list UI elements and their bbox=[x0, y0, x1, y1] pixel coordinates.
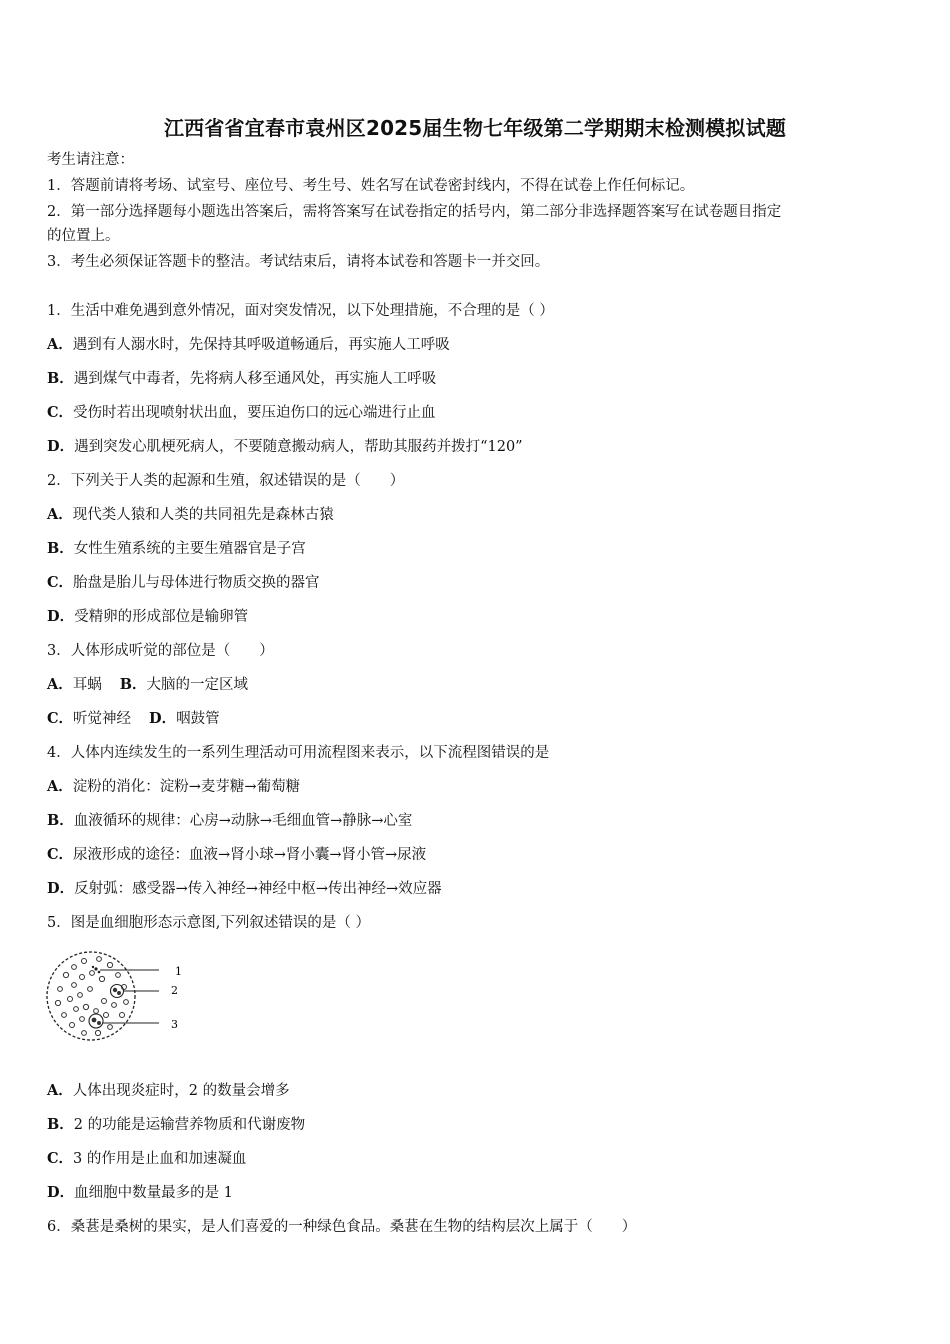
question-1-option-a bbox=[47, 333, 907, 357]
option-letter: C． bbox=[47, 710, 74, 727]
option-letter: B． bbox=[119, 676, 147, 693]
option-text: 遇到煤气中毒者，先将病人移至通风处，再实施人工呼吸 bbox=[73, 371, 437, 387]
notice-item-2-line-2: 的位置上。 bbox=[47, 228, 120, 244]
option-text: 咽鼓管 bbox=[176, 711, 220, 727]
option-text: 女性生殖系统的主要生殖器官是子宫 bbox=[73, 541, 306, 557]
option-text: 2 的功能是运输营养物质和代谢废物 bbox=[73, 1117, 306, 1133]
question-2-option-c bbox=[47, 571, 907, 595]
figure-label-1: 1 bbox=[175, 965, 182, 978]
option-letter: D． bbox=[47, 880, 75, 897]
option-text: 血液循环的规律：心房→动脉→毛细血管→静脉→心室 bbox=[73, 813, 413, 829]
question-2-option-d bbox=[47, 605, 907, 629]
question-1-stem: 1．生活中难免遇到意外情况，面对突发情况，以下处理措施，不合理的是（ ） bbox=[47, 303, 554, 319]
question-2-stem: 2．下列关于人类的起源和生殖，叙述错误的是（ ） bbox=[47, 473, 405, 489]
question-5-stem: 5．图是血细胞形态示意图,下列叙述错误的是（ ） bbox=[47, 915, 370, 931]
question-4-option-d bbox=[47, 877, 907, 901]
option-text: 大脑的一定区域 bbox=[146, 677, 249, 693]
question-1-option-d bbox=[47, 435, 907, 459]
question-3-stem: 3．人体形成听觉的部位是（ ） bbox=[47, 643, 274, 659]
option-text: 淀粉的消化：淀粉→麦芽糖→葡萄糖 bbox=[72, 779, 301, 795]
option-text: 听觉神经 bbox=[73, 711, 132, 727]
option-letter: A． bbox=[47, 778, 73, 795]
option-letter: A． bbox=[47, 506, 73, 523]
option-text: 遇到突发心肌梗死病人，不要随意搬动病人，帮助其服药并拨打“120” bbox=[74, 439, 523, 455]
question-6-stem: 6．桑葚是桑树的果实，是人们喜爱的一种绿色食品。桑葚在生物的结构层次上属于（ ） bbox=[47, 1219, 637, 1235]
option-text: 受伤时若出现喷射状出血，要压迫伤口的远心端进行止血 bbox=[73, 405, 436, 421]
red-blood-cells bbox=[55, 957, 128, 1036]
question-4-stem: 4．人体内连续发生的一系列生理活动可用流程图来表示，以下流程图错误的是 bbox=[47, 745, 550, 761]
option-letter: C． bbox=[47, 846, 74, 863]
white-blood-cell-label-3 bbox=[89, 1014, 103, 1028]
option-letter: B． bbox=[47, 812, 74, 829]
option-letter: B． bbox=[47, 1116, 74, 1133]
option-letter: C． bbox=[47, 574, 74, 591]
notice-item-1: 1．答题前请将考场、试室号、座位号、考生号、姓名写在试卷密封线内，不得在试卷上作任何标记。 bbox=[47, 178, 695, 194]
question-1-option-b bbox=[47, 367, 907, 391]
option-letter: C． bbox=[47, 1150, 74, 1167]
option-text: 3 的作用是止血和加速凝血 bbox=[73, 1151, 247, 1167]
option-letter: A． bbox=[47, 336, 73, 353]
option-text: 胎盘是胎儿与母体进行物质交换的器官 bbox=[73, 575, 320, 591]
question-3-options-cd bbox=[47, 707, 907, 731]
option-text: 现代类人猿和人类的共同祖先是森林古猿 bbox=[72, 507, 334, 523]
question-3-options-ab bbox=[47, 673, 907, 697]
question-4-option-b bbox=[47, 809, 907, 833]
option-letter: D． bbox=[47, 1184, 75, 1201]
option-letter: D． bbox=[47, 438, 75, 455]
option-letter: C． bbox=[47, 404, 74, 421]
option-text: 受精卵的形成部位是输卵管 bbox=[74, 609, 249, 625]
white-blood-cell-label-2 bbox=[111, 985, 124, 998]
question-2-option-a bbox=[47, 503, 907, 527]
question-5-option-b bbox=[47, 1113, 907, 1137]
option-text: 反射弧：感受器→传入神经→神经中枢→传出神经→效应器 bbox=[74, 881, 442, 897]
option-letter: D． bbox=[149, 710, 177, 727]
blood-cell-diagram bbox=[44, 945, 194, 1050]
option-letter: B． bbox=[47, 370, 74, 387]
option-letter: D． bbox=[47, 608, 75, 625]
blood-cell-figure bbox=[44, 945, 194, 1050]
figure-label-3: 3 bbox=[171, 1018, 178, 1031]
question-1-option-c bbox=[47, 401, 907, 425]
option-text: 血细胞中数量最多的是 1 bbox=[74, 1185, 233, 1201]
platelets-label-1 bbox=[92, 966, 101, 974]
question-5-option-c bbox=[47, 1147, 907, 1171]
option-letter: A． bbox=[47, 1082, 73, 1099]
question-5-option-a bbox=[47, 1079, 907, 1103]
question-4-option-a bbox=[47, 775, 907, 799]
option-letter: A． bbox=[47, 676, 73, 693]
question-2-option-b bbox=[47, 537, 907, 561]
notice-item-2-line-1: 2．第一部分选择题每小题选出答案后，需将答案写在试卷指定的括号内，第二部分非选择题答案写在试卷题目指定 bbox=[47, 204, 782, 220]
option-letter: B． bbox=[47, 540, 74, 557]
option-text: 尿液形成的途径：血液→肾小球→肾小囊→肾小管→尿液 bbox=[73, 847, 427, 863]
notice-heading: 考生请注意： bbox=[47, 152, 134, 168]
page-title: 江西省省宜春市袁州区2025届生物七年级第二学期期末检测模拟试题 bbox=[163, 116, 787, 140]
option-text: 人体出现炎症时，2 的数量会增多 bbox=[72, 1083, 290, 1099]
question-4-option-c bbox=[47, 843, 907, 867]
question-5-option-d bbox=[47, 1181, 907, 1205]
figure-label-2: 2 bbox=[171, 984, 178, 997]
notice-item-3: 3．考生必须保证答题卡的整洁。考试结束后，请将本试卷和答题卡一并交回。 bbox=[47, 254, 550, 270]
option-text: 耳蜗 bbox=[72, 677, 102, 693]
option-text: 遇到有人溺水时，先保持其呼吸道畅通后，再实施人工呼吸 bbox=[72, 337, 450, 353]
